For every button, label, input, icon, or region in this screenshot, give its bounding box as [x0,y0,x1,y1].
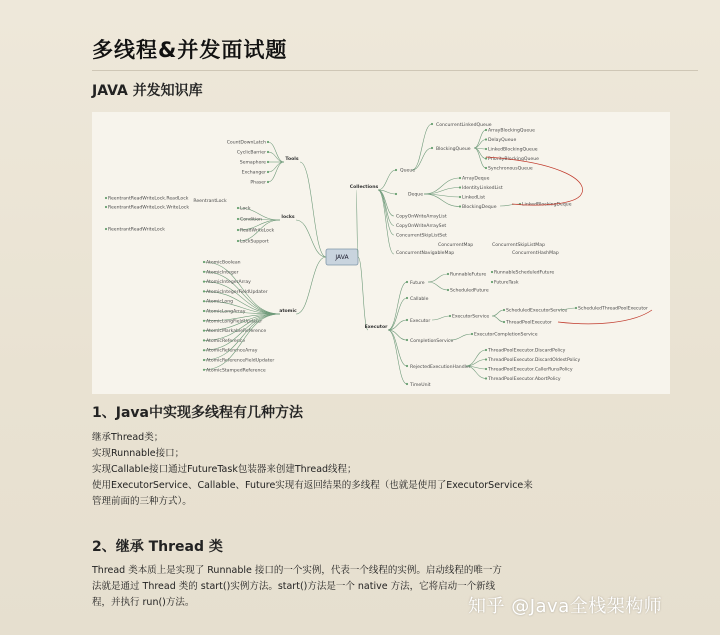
mindmap-node-dot [491,271,493,273]
mindmap-node-label: AtomicIntegerFieldUpdater [206,289,268,295]
mindmap-node-label: Lock [240,206,251,212]
mindmap-node-dot [203,369,205,371]
mindmap-node-dot [485,167,487,169]
mindmap-node-label: ScheduledThreadPoolExecutor [578,306,648,312]
mindmap-node-dot [203,261,205,263]
mindmap-node-label: Callable [410,297,429,302]
mindmap-edge [424,194,460,207]
mindmap-node-label: CompletionService [410,339,454,344]
mindmap-node-label: Condition [240,217,262,223]
mindmap-node-dot [203,330,205,332]
mindmap-edge [424,178,460,194]
mindmap-edge [268,142,284,162]
mindmap-node-label: RunnableScheduledFuture [494,270,555,276]
mindmap-node-label: AtomicInteger [206,270,239,276]
mindmap-node-label: ConcurrentMap [438,243,474,248]
mindmap-edge [358,257,368,330]
mindmap-node-dot [203,271,205,273]
mindmap-node-dot [491,281,493,283]
mindmap-edge [450,334,472,340]
mindmap-node-dot [203,339,205,341]
section2-line: 法就是通过 Thread 类的 start()实例方法。start()方法是一个 native 方法，它将启动一个新线 [92,581,496,592]
mindmap-node-label: LockSupport [240,239,269,245]
mindmap-edge [268,162,284,182]
mindmap-node-label: CyclicBarrier [236,150,266,156]
mindmap-node-label: Executor [364,325,388,330]
mindmap-node-label: AtomicStampedReference [206,368,266,374]
mindmap-node-label: AtomicMarkableReference [206,329,267,335]
section2-line: Thread 类本质上是实现了 Runnable 接口的一个实例，代表一个线程的实例。启动线程的唯一方 [92,565,502,576]
mindmap-node-label: BlockingDeque [462,205,497,210]
mindmap-node-label: ArrayDeque [462,176,490,182]
mindmap-edge [296,257,326,314]
mindmap-node-label: ThreadPoolExecutor.DiscardPolicy [488,348,566,354]
mindmap-edge [412,148,432,170]
mindmap-edge [466,350,486,366]
mindmap-node-label: LinkedBlockingDeque [522,202,572,208]
mindmap-node-label: ThreadPoolExecutor.DiscardOldestPolicy [488,358,581,363]
mindmap-node-label: Executor [410,319,431,324]
mindmap-node-label: ReentrantReadWriteLock.WriteLock [108,205,189,211]
mindmap-edge [378,190,394,254]
section1-heading: 1、Java中实现多线程有几种方法 [92,405,303,421]
mindmap-node-label: atomic [279,309,297,314]
mindmap-reference-arrow [558,310,652,324]
section1-line: 管理前面的三种方式）。 [92,496,192,507]
mindmap-node-label: Collections [349,185,379,190]
mindmap-node-dot [267,141,269,143]
mindmap-node-label: AtomicReferenceFieldUpdater [206,358,275,364]
mindmap-node-dot [203,300,205,302]
section1-body [92,430,532,510]
mindmap-node-dot [267,161,269,163]
mindmap-node-label: RejectedExecutionHandler [410,365,471,370]
mindmap-node-label: Queue [400,168,416,174]
mindmap-edge [474,148,486,159]
mindmap-node-label: Semaphore [239,160,266,166]
mindmap-node-dot [395,169,397,171]
mindmap-node-dot [237,240,239,242]
mindmap-edge [356,190,358,257]
mindmap-edge [268,152,284,162]
mindmap-edge [492,316,504,322]
mindmap-node-dot [485,129,487,131]
mindmap-node-label: ThreadPoolExecutor.AbortPolicy [488,377,561,382]
mindmap-node-label: ThreadPoolExecutor [506,320,552,326]
mindmap-node-dot [459,196,461,198]
mindmap-node-label: ScheduledFuture [450,288,489,294]
mindmap-node-label: Tools [285,157,299,162]
mindmap-node-label: AtomicLong [206,299,234,305]
mindmap-edge [388,282,407,330]
page-title: 多线程&并发面试题 [92,38,288,62]
mindmap-node-label: BlockingQueue [436,147,471,152]
mindmap-edge [432,316,450,320]
mindmap-node-dot [203,281,205,283]
mindmap-node-label: FutureTask [494,280,519,286]
mindmap-node-label: ArrayBlockingQueue [488,128,535,134]
mindmap-node-dot [203,359,205,361]
title-divider [92,70,698,71]
mindmap-node-label: ReentrantReadWriteLock [108,227,165,233]
mindmap-node-label: Exchanger [241,170,266,176]
mindmap-edge [474,140,486,149]
mindmap-node-dot [237,229,239,231]
mindmap-node-label: AtomicIntegerArray [206,280,251,286]
mindmap-node-label: ConcurrentLinkedQueue [436,123,492,128]
section2-body [92,563,532,611]
section-subtitle: JAVA 并发知识库 [92,83,203,99]
mindmap-node-label: AtomicReferenceArray [206,348,258,354]
mindmap-node-dot [105,228,107,230]
mindmap-node-label: ReentrantLock [193,199,227,204]
mindmap-node-dot [105,197,107,199]
section1-line: 继承Thread类； [92,432,164,443]
mindmap-diagram [92,112,670,394]
mindmap-edge [296,220,326,257]
mindmap-node-dot [267,181,269,183]
mindmap-node-label: Future [410,281,425,286]
mindmap-edge [268,162,284,172]
mindmap-node-label: AtomicReference [206,338,246,344]
mindmap-node-label: Phaser [250,180,266,186]
mindmap-image [92,112,670,394]
mindmap-node-dot [395,193,397,195]
mindmap-node-label: ConcurrentHashMap [512,251,559,256]
mindmap-node-label: CopyOnWriteArrayList [396,214,447,220]
mindmap-node-label: AtomicBoolean [206,260,241,266]
mindmap-node-label: CountDownLatch [226,140,266,146]
mindmap-edge [492,310,504,316]
mindmap-node-dot [105,206,107,208]
mindmap-node-label: AtomicLongArray [206,309,246,315]
section1-line: 实现Callable接口通过FutureTask包装器来创建Thread线程； [92,464,357,475]
mindmap-node-dot [237,207,239,209]
mindmap-node-label: locks [281,215,295,220]
mindmap-node-dot [459,186,461,188]
mindmap-edge [428,274,448,282]
mindmap-edge [428,282,448,290]
mindmap-node-label: ConcurrentNavigableMap [396,251,455,256]
mindmap-node-label: SynchronousQueue [488,166,533,172]
mindmap-node-dot [485,157,487,159]
mindmap-node-label: LinkedList [462,195,486,201]
section2-heading: 2、继承 Thread 类 [92,539,223,555]
mindmap-node-label: ConcurrentSkipListSet [396,233,447,239]
mindmap-node-label: LinkedBlockingQueue [488,147,538,153]
mindmap-reference-arrow [486,157,583,205]
mindmap-node-dot [237,218,239,220]
mindmap-node-label: IdentityLinkedList [462,186,503,191]
mindmap-node-label: RunnableFuture [450,272,487,278]
mindmap-node-dot [203,310,205,312]
mindmap-center-label: JAVA [335,254,349,261]
mindmap-node-label: ExecutorCompletionService [474,332,538,338]
mindmap-node-dot [459,205,461,207]
mindmap-node-dot [267,171,269,173]
mindmap-node-label: Deque [408,192,424,198]
mindmap-edge [388,330,407,384]
mindmap-node-label: DelayQueue [488,138,517,143]
mindmap-node-label: ScheduledExecutorService [506,308,568,314]
watermark: 知乎 @Java全栈架构师 [468,596,663,617]
mindmap-node-dot [203,290,205,292]
mindmap-edge [424,188,460,195]
mindmap-node-dot [485,148,487,150]
section1-line: 使用ExecutorService、Callable、Future实现有返回结果的多线程（也就是使用了ExecutorService来 [92,480,533,491]
mindmap-node-dot [203,349,205,351]
mindmap-node-dot [459,177,461,179]
mindmap-edge [204,314,280,340]
mindmap-node-label: TimeUnit [410,383,431,388]
mindmap-node-label: CopyOnWriteArraySet [396,224,447,229]
section2-line: 程，并执行 run()方法。 [92,597,195,608]
mindmap-node-label: ConcurrentSkipListMap [492,243,545,248]
mindmap-node-dot [267,151,269,153]
mindmap-node-label: ThreadPoolExecutor.CallerRunsPolicy [488,367,573,373]
mindmap-node-label: ReentrantReadWriteLock.ReadLock [108,196,189,202]
mindmap-node-dot [485,138,487,140]
mindmap-node-label: ExecutorService [452,314,490,320]
mindmap-edge [378,170,396,190]
section1-line: 实现Runnable接口； [92,448,185,459]
mindmap-edge [474,130,486,148]
mindmap-edge [412,124,432,170]
mindmap-edge [378,190,394,235]
mindmap-node-label: ReadWriteLock [240,228,275,234]
mindmap-node-label: PriorityBlockingQueue [488,157,539,162]
mindmap-node-label: AtomicLongFieldUpdater [206,319,263,325]
mindmap-node-dot [203,320,205,322]
